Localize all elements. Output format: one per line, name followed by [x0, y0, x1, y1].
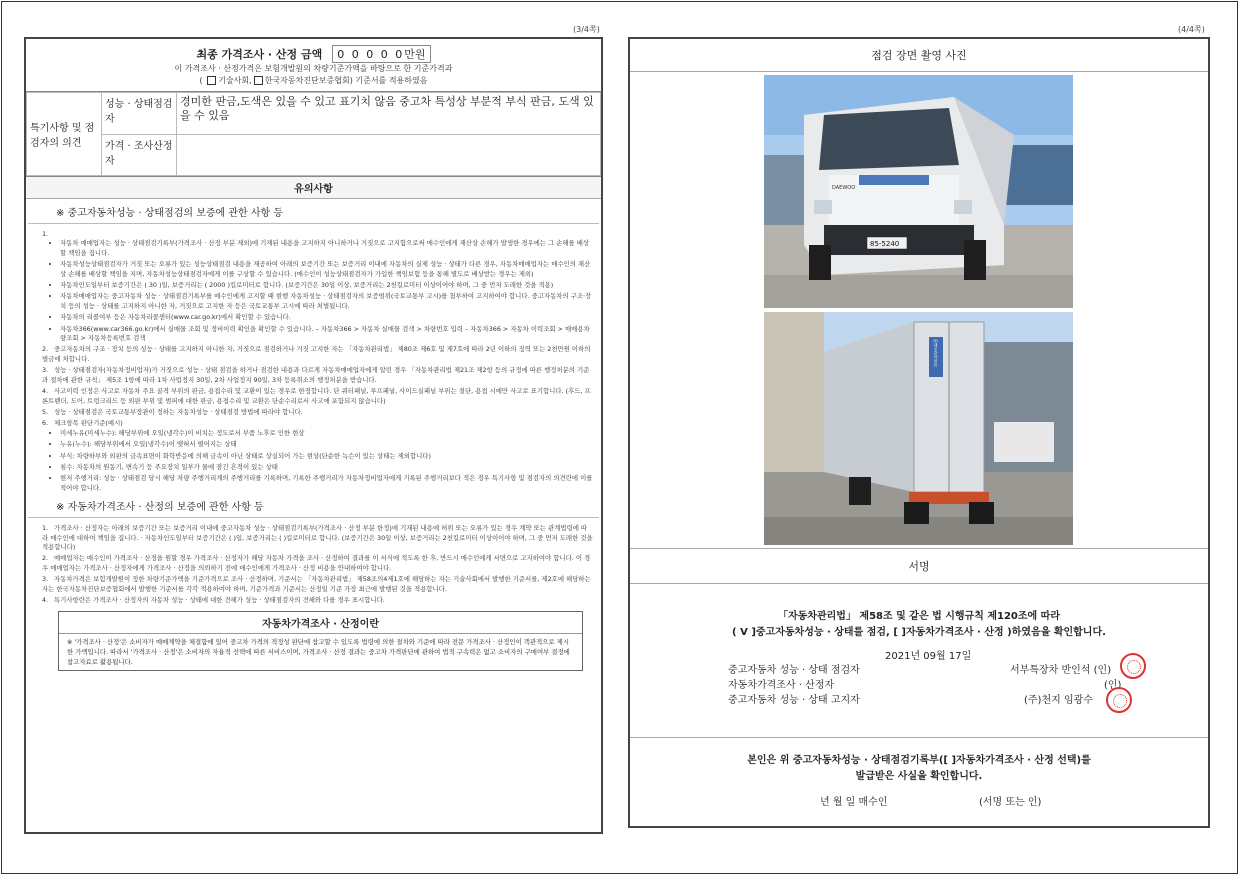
truck-rear-photo: [764, 312, 1073, 545]
buyer-sign-line: (서명 또는 인): [979, 797, 1042, 808]
notice-item: [42, 408, 593, 417]
notice-item-number: 2.: [42, 345, 49, 354]
buyer-date-line: 년 월 일 매수인: [820, 797, 888, 808]
page-number-right: (4/4쪽): [1178, 25, 1205, 34]
truck-front-photo: [764, 75, 1073, 308]
notice-subitem: • 자동차인도일부터 보증기간은 ( 30 )일, 보증거리는 ( 2000 )킬로미터로 합니다. (보증기간은 30일 이상, 보증거리는 2천킬로미터 이상이어야 하며, 그 중 먼저 도래한 것을 적용): [60, 281, 593, 290]
price-subtitle-2: ( 기술사회, 한국자동차진단보증협회) 기준서를 적용하였음: [199, 76, 428, 85]
notice-item-number: 6.: [42, 419, 49, 428]
section2-title: ※ 자동차가격조사 · 산정의 보증에 관한 사항 등: [56, 502, 264, 514]
notice-item-text: 체크항목 판단기준(예시): [54, 419, 123, 428]
inspector-label: 중고자동차 성능 · 상태 점검자: [728, 665, 860, 676]
notice-item-text: 중고자동차의 구조 · 장치 등의 성능 · 상태를 고지하지 아니한 자, 거짓으로 점검하거나 거짓 고지한 자는 「자동차관리법」 제80조 제6호 및 제7호에 따라 2년 이하의 징역 또는 2천만원 이하의 벌금에 처합니다.: [42, 345, 591, 363]
notice-subitem: • 부식: 차량하부와 외판의 금속표면이 화학반응에 의해 금속이 아닌 상태로 상실되어 가는 현상(단순한 녹슨이 있는 상태는 제외합니다): [60, 452, 593, 461]
price-assessment-box-text: ※ '가격조사 · 산정'은 소비자가 매매계약을 체결함에 있어 중고차 가격의 적정성 판단에 참고할 수 있도록 법령에 의한 절차와 기준에 따라 전문 가격조사 · 산정인이 객관적으로 제시한 가액입니다. 따라서 '가격조사 · 산정'은 소비자의 자율적 선택에 따른 서비스이며, 가격조사 · 산정 결과는 중고차 가격판단에 관하여 법적 구속력은 없고 소비자의 구매여부 결정에 참고자료로 활용됩니다.: [67, 638, 570, 667]
left-page: [24, 37, 603, 834]
section2-body: [28, 517, 599, 605]
amount-box: 0 0 0 0 0만원: [332, 45, 430, 63]
inspector-name: 서부특장차 반인석 (인): [1010, 665, 1112, 676]
inspector-seal-icon: [1120, 653, 1146, 679]
truck-plate-text: 85-5240: [870, 240, 900, 248]
notifier-name: (주)천지 임광수: [1024, 695, 1093, 706]
notice-item-number: 4.: [42, 596, 49, 604]
notice-item: [42, 575, 593, 594]
notice-item: [42, 230, 593, 343]
sign-date: 2021년 09월 17일: [885, 651, 972, 662]
inspection-statement: 「자동차관리법」 제58조 및 같은 법 시행규칙 제120조에 따라 ( V ]중고자동차성능 · 상태를 점검, [ ]자동차가격조사 · 산정 )하였음을 확인합니다.: [732, 611, 1106, 638]
notice-item-number: 2.: [42, 554, 49, 563]
notice-item-number: 3.: [42, 366, 49, 375]
notice-subitem: • 자동차366(www.car366.go.kr)에서 실매물 조회 및 정비이력 확인을 확인할 수 있습니다. – 자동차366 > 자동차 실매물 검색 > 차량번호 입력 – 자동차366 > 자동차 이력조회 > 매매용차량조회 > 자동차등록번호 검색: [60, 325, 593, 344]
notice-item-number: 4.: [42, 387, 49, 396]
notice-item: [42, 596, 593, 605]
final-price-header: [26, 39, 601, 92]
notice-title: 유의사항: [26, 176, 601, 199]
notice-item: [42, 554, 593, 573]
truck-brand-text: DAEWOO: [832, 185, 856, 191]
inspection-photo-front: [764, 75, 1073, 308]
notice-item-number: 1.: [42, 230, 49, 238]
assessor-name: (인): [1104, 680, 1122, 691]
signature-section-title: 서명: [630, 548, 1208, 584]
notice-subitems: [42, 239, 593, 343]
buyer-statement: 본인은 위 중고자동차성능 · 상태점검기록부([ ]자동차가격조사 · 산정 선택)를 발급받은 사실을 확인합니다.: [747, 755, 1091, 782]
opinion-table: [26, 92, 601, 176]
notice-item-number: 3.: [42, 575, 49, 584]
assessor-label: 자동차가격조사 · 산정자: [728, 680, 835, 691]
price-assessor-opinion: [177, 135, 601, 176]
checkbox-icon: [254, 76, 263, 85]
notice-item: [42, 419, 593, 493]
right-page: [628, 37, 1210, 828]
perf-inspector-opinion: 경미한 판금,도색은 있을 수 있고 표기치 않음 중고차 특성상 부분적 부식 판금, 도색 있을 수 있음: [177, 93, 601, 135]
notice-item: [42, 387, 593, 406]
section1-title: ※ 중고자동차성능 · 상태점검의 보증에 관한 사항 등: [56, 208, 284, 219]
notice-subitems: [42, 429, 593, 493]
notifier-seal-icon: [1106, 687, 1132, 713]
opinion-label: 특기사항 및 점검자의 의견: [27, 93, 102, 176]
divider: [630, 737, 1208, 738]
price-assessor-label: 가격 · 조사산정자: [102, 135, 177, 176]
notice-item: [42, 524, 593, 552]
checkbox-icon: [207, 76, 216, 85]
notice-item-number: 5.: [42, 407, 49, 416]
photo-section-title: 점검 장면 촬영 사진: [630, 39, 1208, 72]
final-price-title: 최종 가격조사 · 산정 금액: [196, 48, 323, 61]
section1-list: [28, 230, 593, 493]
notice-item-number: 1.: [42, 524, 49, 533]
notice-item-text: 특기사항란은 가격조사 · 산정자의 자동차 성능 · 상태에 대한 견해가 성능 · 상태점검자의 견해와 다를 경우 표시합니다.: [54, 596, 385, 604]
price-assessment-box-title: 자동차가격조사 · 산정이란: [59, 612, 582, 634]
perf-inspector-label: 성능 · 상태점검자: [102, 93, 177, 135]
notice-subitem: • 현저 주행거리: 성능 · 상태점검 당시 해당 차량 주행거리계의 주행거리를 기록하며, 기록한 주행거리가 자동차정비업자에게 기록된 주행거리보다 적은 경우 특기사항 및 점검자의 의견란에 이를 적어야 합니다.: [60, 474, 593, 493]
section2-list: [28, 524, 593, 605]
section1-body: [28, 223, 599, 493]
notice-subitem: • 자동차의 리콜여부 등은 자동차리콜센터(www.car.go.kr)에서 확인할 수 있습니다.: [60, 313, 593, 322]
price-subtitle: 이 가격조사 · 산정가격은 보험개발원의 차량기준가액을 바탕으로 한 기준가격과: [174, 64, 453, 73]
page-number-left: (3/4쪽): [573, 25, 600, 34]
price-assessment-box: [58, 611, 583, 671]
inspection-photo-rear: [764, 312, 1073, 545]
notifier-label: 중고자동차 성능 · 상태 고지자: [728, 695, 860, 706]
notice-subitem: • 자동차성능상태점검자가 거짓 또는 오류가 있는 성능상태점검 내용을 제공하여 아래의 보증기간 또는 보증거리 이내에 자동차의 실제 성능 · 상태가 다른 경우, 자동차매매업자는 매수인의 재산상 손해를 배상할 책임을 지며, 자동차성능상태점검자에게 이를 구상할 수 있습니다. (매수인이 성능상태점검자가 가입한 책임보험 등을 통해 별도로 배상받는 경우는 제외): [60, 260, 593, 279]
notice-subitem: • 침수: 자동차의 원동기, 변속기 등 주요장치 일부가 물에 잠긴 흔적이 있는 상태: [60, 463, 593, 472]
notice-item-text: 성능 · 상태점검자(자동차정비업자)가 거짓으로 성능 · 상태 점검을 하거나 점검한 내용과 다르게 자동차매매업자에게 알린 경우 「자동차관리법 제21조 제2항 등의 규정에 따른 행정처분의 기준과 절차에 관한 규칙」 제5조 1항에 따라 1차 사업정지 30일, 2차 사업정지 90일, 3차 등록취소의 행정처분을 받습니다.: [42, 366, 590, 384]
notice-subitem: • 자동차매매업자는 중고자동차 성능 · 상태점검기록부를 매수인에게 고지할 때 현행 자동차성능 · 상태점검자의 보증범위(국토교통부 고시)를 첨부하여 고지하여야 합니다. 중고자동차의 구조·장치 등의 성능 · 상태를 고지하지 아니한 자, 거짓으로 고지한 자 등은 국토교통부 고시에 따라 처벌됩니다.: [60, 292, 593, 311]
notice-item: [42, 345, 593, 364]
notice-subitem: • 누유(누수): 해당부위에서 오일(냉각수)이 맺혀서 떨어지는 상태: [60, 440, 593, 449]
notice-subitem: • 미세누유(미세누수): 해당부위에 오일(냉각수)이 비치는 정도로서 부품 노후로 인한 현상: [60, 429, 593, 438]
notice-subitem: • 자동차 매매업자는 성능 · 상태점검기록부(가격조사 · 산정 부분 제외)에 기재된 내용을 고지하지 아니하거나 거짓으로 고지함으로써 매수인에게 재산상 손해가 발생한 경우에는 그 손해를 배상할 책임을 집니다.: [60, 239, 593, 258]
notice-item-text: 성능 · 상태점검은 국토교통부장관이 정하는 자동차성능 · 상태점검 방법에 따라야 합니다.: [54, 407, 303, 416]
notice-item-text: 가격조사 · 산정자는 아래의 보증기간 또는 보증거리 이내에 중고자동차 성능 · 상태점검기록부(가격조사 · 산정 부분 한정)에 기재된 내용에 허위 또는 오류가 있는 경우 계약 또는 관계법령에 따라 매수인에 대하여 책임을 집니다. · 자동차인도일부터 보증기간은 ( )일, 보증거리는 ( )킬로미터로 합니다. (보증기간은 30일 이상, 보증거리는 2천킬로미터 이상이어야 하며, 그 중 먼저 도래한 것을 적용합니다): [42, 524, 593, 551]
notice-item: [42, 366, 593, 385]
truck-side-text: ㈜대주한마물류: [933, 339, 939, 367]
notice-item-text: 사고이력 인정은 사고로 자동차 주요 골격 부위의 판금, 용접수리 및 교환이 있는 경우로 한정합니다. 단 쿼터패널, 루프패널, 사이드실패널 부위는 절단, 용접 시에만 사고로 표기합니다. (후드, 프론트펜더, 도어, 트렁크리드 등 외판 부위 및 범퍼에 대한 판금, 용접수리 및 교환은 단순수리로서 사고에 포함되지 않습니다): [42, 387, 591, 405]
notice-item-text: 자동차가격은 보험개발원이 정한 차량기준가액을 기준가격으로 조사 · 산정하며, 기준서는 「자동차관리법」 제58조의4제1호에 해당하는 자는 기술사회에서 발행한 기준서를, 제2호에 해당하는 자는 한국자동차진단보증협회에서 발행한 기준서를 각각 적용하여야 하며, 기준가격과 기준서는 산정일 기준 가장 최근에 발행된 것을 적용합니다.: [42, 575, 591, 593]
notice-item-text: 매매업자는 매수인이 가격조사 · 산정을 원할 경우 가격조사 · 산정자가 해당 자동차 가격을 조사 · 산정하여 결과를 이 서식에 적도록 한 후, 반드시 매수인에게 서면으로 고지하여야 합니다. 이 경우 매매업자는 가격조사 · 산정자에게 가격조사 · 산정을 의뢰하기 전에 매수인에게 가격조사 · 산정 비용을 안내하여야 합니다.: [42, 554, 591, 572]
